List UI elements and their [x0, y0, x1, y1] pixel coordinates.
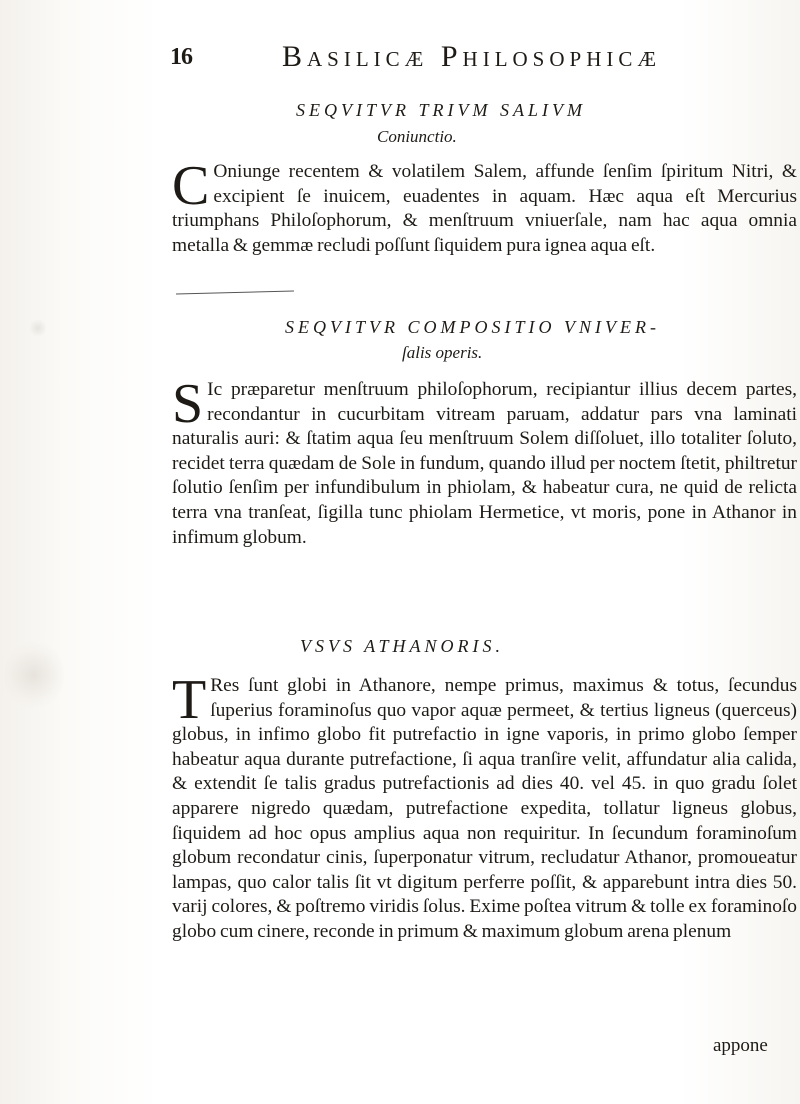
section-subtitle-1: Coniunctio.	[377, 127, 457, 146]
drop-cap-1: C	[172, 155, 210, 217]
drop-cap-2: S	[172, 373, 204, 435]
drop-cap-3: T	[172, 669, 207, 731]
page-stain-small	[30, 318, 46, 338]
catchword: appone	[713, 1035, 768, 1056]
page-stain	[4, 640, 64, 710]
section-title-3: VSVS ATHANORIS.	[300, 636, 504, 656]
paragraph-2	[172, 373, 797, 550]
running-title: Basilicæ Philosophicæ	[282, 40, 662, 73]
paragraph-3	[172, 669, 797, 945]
paragraph-1-text: Oniunge recentem & volatilem Salem, affunde ſenſim ſpiritum Nitri, & excipient ſe inuicem, euadentes in aquam. Hæc aqua eſt Mercurius triumphans Philoſophorum, & menſtruum vniuerſale, nam hac aqua omnia metalla & gemmæ recludi poſſunt ſiquidem pura ignea aqua eſt.	[172, 161, 797, 256]
section-title-1: SEQVITVR TRIVM SALIVM	[296, 100, 586, 120]
page-number: 16	[170, 44, 192, 70]
paragraph-2-text: Ic præparetur menſtruum philoſophorum, recipiantur illius decem partes, recondantur in cucurbitam vitream paruam, addatur pars vna laminati naturalis auri: & ſtatim aqua ſeu menſtruum Solem diſſoluet, illo totaliter ſoluto, recidet terra quædam de Sole in fundum, quando illud per noctem ſtetit, philtretur ſolutio ſenſim per infundibulum in phiolam, & habeatur cura, ne quid de relicta terra vna tranſeat, ſigilla tunc phiolam Hermetice, vt moris, pone in Athanor in infimum globum.	[172, 379, 797, 548]
paragraph-3-text: Res ſunt globi in Athanore, nempe primus, maximus & totus, ſecundus ſuperius foraminoſus quo vapor aquæ permeet, & tertius ligneus (querceus) globus, in infimo globo fit putrefactio in igne vaporis, in primo globo ſemper habeatur aqua durante putrefactione, ſi aqua tranſire velit, affundatur alia calida, & extendit ſe talis gradus putrefactionis ad dies 40. vel 45. in quo gradu ſolet apparere nigredo quædam, putrefactione expedita, tollatur ligneus globus, ſiquidem ad hoc opus amplius aqua non requiritur. In ſecundum foraminoſum globum recondatur cinis, ſuperponatur vitrum, recludatur Athanor, promoueatur lampas, quo calor talis ſit vt digitum perferre poſſit, & apparebunt intra dies 50. varij colores, & poſtremo viridis ſolus. Exime poſtea vitrum & tolle ex foraminoſo globo cum cinere, reconde in primum & maximum globum arena plenum	[172, 675, 797, 942]
section-subtitle-2: ſalis operis.	[402, 343, 483, 362]
section-title-2: SEQVITVR COMPOSITIO VNIVER-	[285, 317, 660, 337]
handwritten-underline	[176, 290, 294, 294]
paragraph-1	[172, 155, 797, 258]
